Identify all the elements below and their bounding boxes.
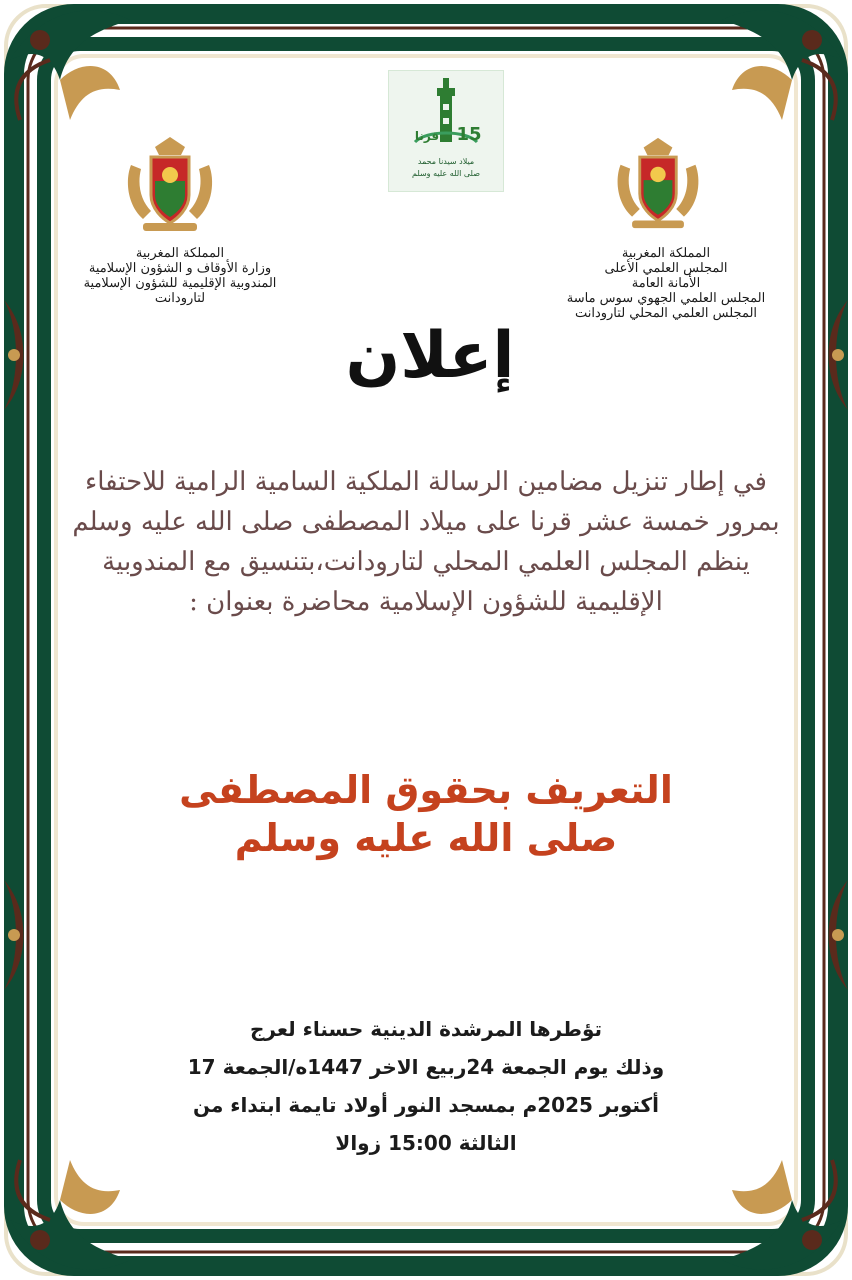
detail-line: أكتوبر 2025م بمسجد النور أولاد تايمة ابتداء من	[192, 1093, 660, 1117]
event-details	[120, 1010, 732, 1162]
council-header	[546, 246, 786, 321]
mosque-minaret-icon	[391, 74, 501, 188]
coat-of-arms-icon	[605, 136, 711, 232]
logo-caption-2: صلى الله عليه وسلم	[412, 169, 480, 178]
logo-number: 15	[456, 124, 482, 145]
fifteen-centuries-logo	[388, 70, 504, 192]
ministry-header	[60, 246, 300, 306]
header-line: وزارة الأوقاف و الشؤون الإسلامية	[88, 261, 272, 276]
lecture-title	[120, 766, 732, 862]
intro-line: في إطار تنزيل مضامين الرسالة الملكية السامية الرامية للاحتفاء	[85, 467, 767, 497]
moroccan-coat-of-arms-right	[596, 130, 720, 238]
lecture-line: التعريف بحقوق المصطفى	[179, 768, 673, 812]
intro-line: الإقليمية للشؤون الإسلامية محاضرة بعنوان :	[189, 587, 663, 617]
logo-word: قرنا	[414, 129, 440, 143]
announcement-title: إعلان	[345, 319, 515, 393]
intro-paragraph	[60, 462, 792, 622]
lecture-line: صلى الله عليه وسلم	[234, 816, 618, 860]
header-line: الأمانة العامة	[631, 276, 701, 291]
logo-caption-1: ميلاد سيدنا محمد	[417, 157, 475, 166]
intro-line: ينظم المجلس العلمي المحلي لتارودانت،بتنسيق مع المندوبية	[102, 547, 750, 577]
detail-line: الثالثة 15:00 زوالا	[335, 1131, 517, 1155]
moroccan-coat-of-arms-left	[106, 128, 234, 242]
header-line: المملكة المغربية	[621, 246, 711, 261]
header-line: المملكة المغربية	[135, 246, 225, 261]
header-line: المندوبية الإقليمية للشؤون الإسلامية	[83, 276, 277, 291]
coat-of-arms-icon	[115, 135, 225, 235]
header-line: المجلس العلمي الجهوي سوس ماسة	[566, 291, 766, 306]
intro-line: بمرور خمسة عشر قرنا على ميلاد المصطفى صلى الله عليه وسلم	[72, 507, 780, 537]
header-line: المجلس العلمي الأعلى	[604, 261, 728, 276]
header-line: لتارودانت	[154, 291, 206, 306]
detail-line: وذلك يوم الجمعة 24ربيع الاخر 1447ه/الجمعة 17	[187, 1055, 665, 1079]
detail-line: تؤطرها المرشدة الدينية حسناء لعرج	[249, 1017, 602, 1041]
header-line: المجلس العلمي المحلي لتارودانت	[574, 306, 758, 321]
